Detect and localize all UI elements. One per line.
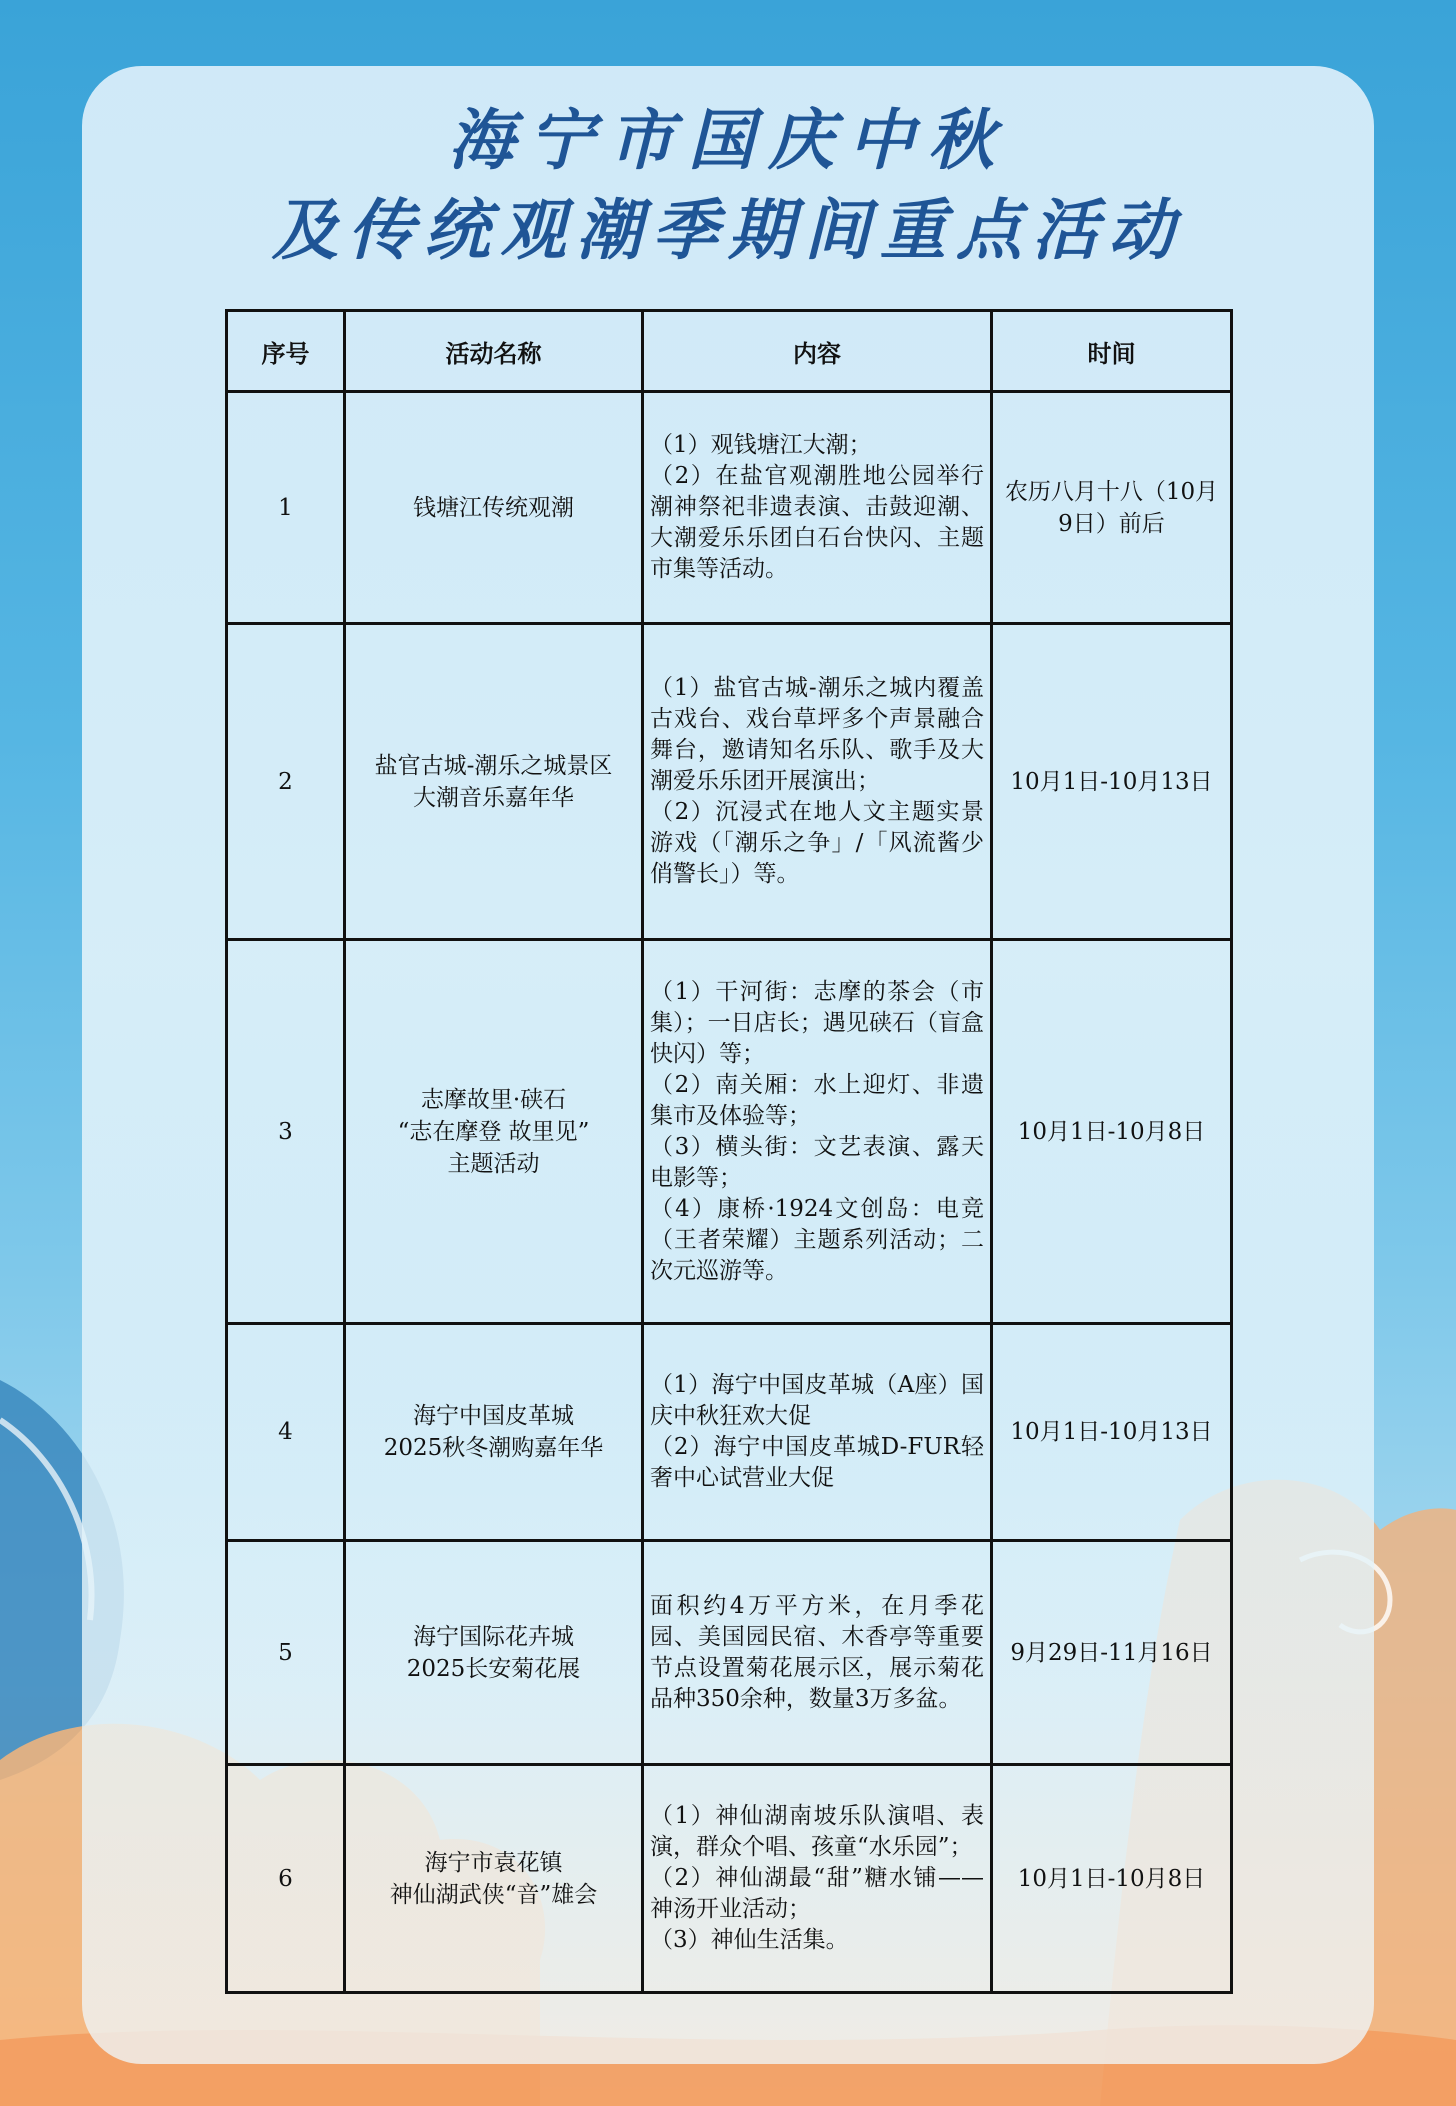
- name-line: “志在摩登 故里见”: [397, 1118, 590, 1145]
- table-row: [227, 1765, 1232, 1993]
- cell-name: [345, 1541, 643, 1765]
- name-line: 主题活动: [447, 1150, 540, 1177]
- content-line: （3）横头街：文艺表演、露天电影等；: [650, 1133, 984, 1191]
- cell-time: 农历八月十八（10月9日）前后: [992, 392, 1232, 624]
- content-line: （1）海宁中国皮革城（A座）国庆中秋狂欢大促: [650, 1372, 984, 1429]
- table-row: [227, 392, 1232, 624]
- content-line: （2）海宁中国皮革城D-FUR轻奢中心试营业大促: [650, 1434, 984, 1491]
- content-line: （2）沉浸式在地人文主题实景游戏（「潮乐之争」/「风流酱少俏警长」）等。: [650, 799, 984, 887]
- cell-no: 4: [227, 1324, 345, 1541]
- cell-no: 1: [227, 392, 345, 624]
- content-line: （1）神仙湖南坡乐队演唱、表演，群众个唱、孩童“水乐园”；: [650, 1803, 984, 1860]
- cell-no: 3: [227, 940, 345, 1324]
- content-line: （4）康桥·1924文创岛：电竞（王者荣耀）主题系列活动；二次元巡游等。: [650, 1195, 984, 1284]
- table-row: [227, 1324, 1232, 1541]
- name-line: 海宁国际花卉城: [413, 1623, 574, 1650]
- cell-no: 6: [227, 1765, 345, 1993]
- name-line: 志摩故里·硖石: [420, 1086, 567, 1113]
- content-line: （1）干河街：志摩的茶会（市集）；一日店长；遇见硖石（盲盒快闪）等；: [650, 978, 984, 1067]
- table-row: [227, 624, 1232, 940]
- name-line: 盐官古城-潮乐之城景区: [374, 752, 613, 779]
- cell-content: [643, 940, 992, 1324]
- header-no: 序号: [227, 311, 345, 392]
- cell-content: [643, 392, 992, 624]
- title-line-2: 及传统观潮季期间重点活动: [272, 191, 1184, 269]
- cell-time: 10月1日-10月8日: [992, 1765, 1232, 1993]
- name-line: 神仙湖武侠“音”雄会: [389, 1881, 598, 1908]
- content-line: （1）盐官古城-潮乐之城内覆盖古戏台、戏台草坪多个声景融合舞台，邀请知名乐队、歌手及大潮爱乐乐团开展演出；: [650, 675, 984, 794]
- name-line: 大潮音乐嘉年华: [413, 784, 574, 811]
- cell-content: [643, 1324, 992, 1541]
- header-time: 时间: [992, 311, 1232, 392]
- cell-time: 10月1日-10月8日: [992, 940, 1232, 1324]
- name-line: 2025秋冬潮购嘉年华: [383, 1435, 604, 1461]
- name-line: 海宁市袁花镇: [424, 1849, 563, 1876]
- cell-content: [643, 624, 992, 940]
- table-header-row: [227, 311, 1232, 392]
- header-content: 内容: [643, 311, 992, 392]
- cell-no: 5: [227, 1541, 345, 1765]
- cell-name: [345, 1765, 643, 1993]
- cell-name: [345, 624, 643, 940]
- cell-time: 9月29日-11月16日: [992, 1541, 1232, 1765]
- table-row: [227, 940, 1232, 1324]
- content-line: （2）南关厢：水上迎灯、非遗集市及体验等；: [650, 1071, 984, 1129]
- name-line: 钱塘江传统观潮: [413, 494, 574, 521]
- title-line-1: 海宁市国庆中秋: [448, 101, 1008, 179]
- table-row: [227, 1541, 1232, 1765]
- content-line: （1）观钱塘江大潮；: [650, 432, 872, 458]
- content-line: （2）在盐官观潮胜地公园举行潮神祭祀非遗表演、击鼓迎潮、大潮爱乐乐团白石台快闪、主题市集等活动。: [650, 463, 984, 582]
- cell-name: [345, 940, 643, 1324]
- activities-table: [225, 309, 1233, 1994]
- name-line: 2025长安菊花展: [406, 1655, 581, 1682]
- content-line: （3）神仙生活集。: [650, 1927, 849, 1953]
- content-line: （2）神仙湖最“甜”糖水铺——神汤开业活动；: [650, 1865, 984, 1922]
- name-line: 海宁中国皮革城: [413, 1403, 574, 1429]
- cell-time: 10月1日-10月13日: [992, 624, 1232, 940]
- cell-name: [345, 1324, 643, 1541]
- header-name: 活动名称: [345, 311, 643, 392]
- cell-content: [643, 1765, 992, 1993]
- cell-time: 10月1日-10月13日: [992, 1324, 1232, 1541]
- page-title: [82, 95, 1374, 275]
- cell-no: 2: [227, 624, 345, 940]
- cell-content: [643, 1541, 992, 1765]
- content-line: 面积约4万平方米，在月季花园、美国园民宿、木香亭等重要节点设置菊花展示区，展示菊花品种350余种，数量3万多盆。: [650, 1592, 984, 1712]
- cell-name: [345, 392, 643, 624]
